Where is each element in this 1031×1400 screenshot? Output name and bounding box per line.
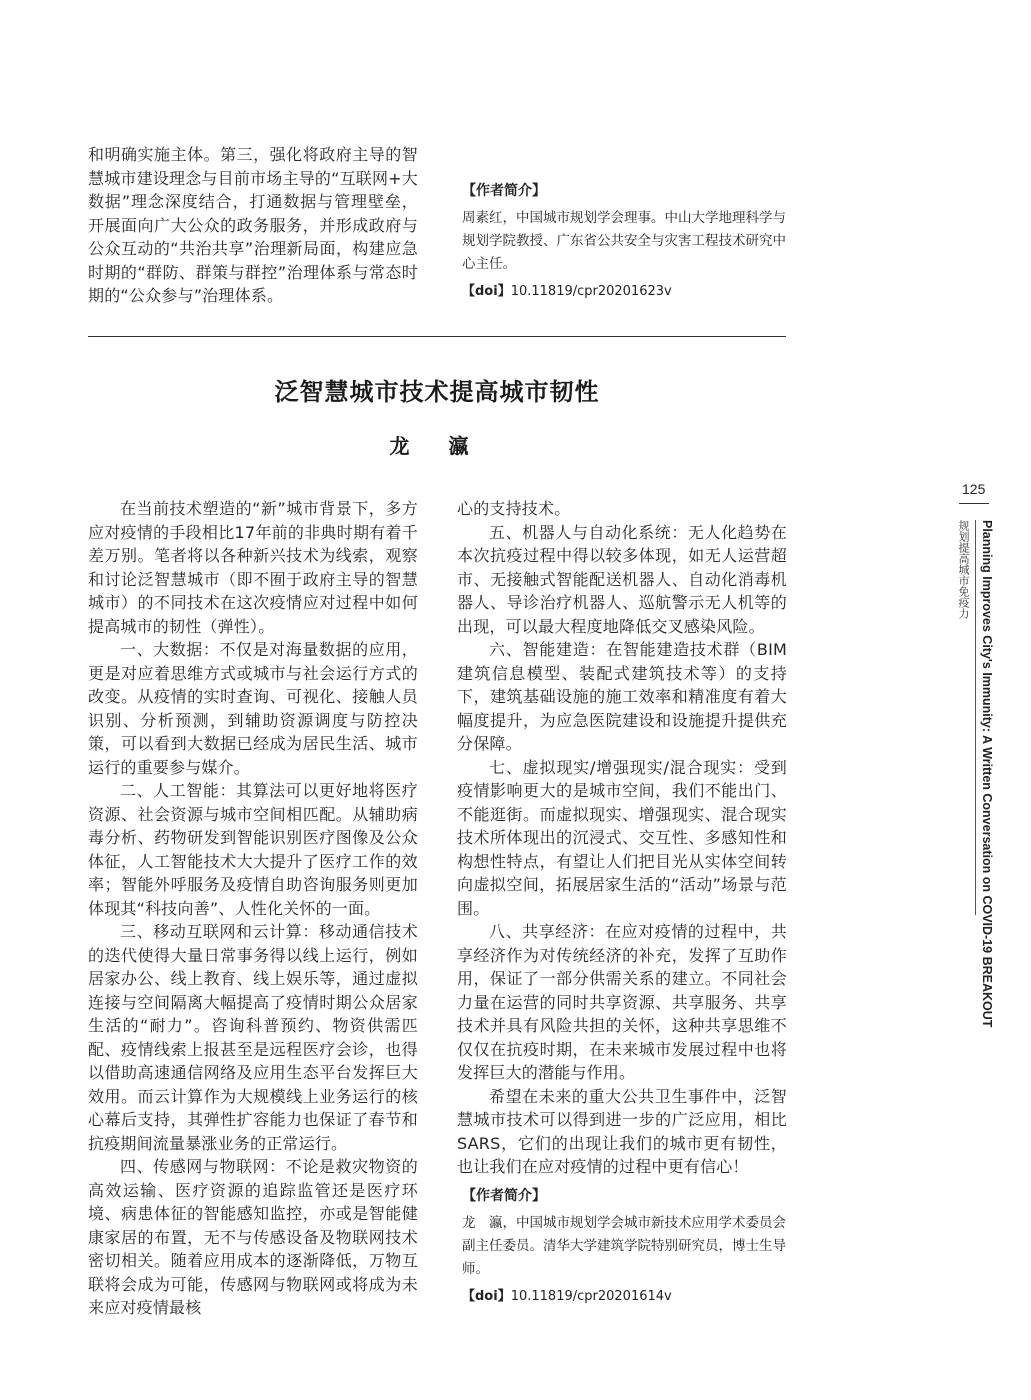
top-left-paragraph: 和明确实施主体。第三，强化将政府主导的智慧城市建设理念与目前市场主导的“互联网+大数据”理念深度结合，打通数据与管理壁垒，开展面向广大公众的政务服务，并形成政府与公众互动的“共治共享”治理新局面，构建应急时期的“群防、群策与群控”治理体系与常态时期的“公众参与”治理体系。 — [88, 145, 418, 305]
article-title: 泛智慧城市技术提高城市韧性 — [274, 378, 600, 406]
sidebar-vertical-rule — [975, 520, 976, 915]
doi-value: 10.11819/cpr20201623v — [510, 284, 672, 299]
sidebar-rule — [959, 503, 989, 504]
article-author: 龙 瀛 — [389, 434, 485, 458]
article-author-bio — [462, 1185, 792, 1308]
article-paragraph: 八、共享经济：在应对疫情的过程中，共享经济作为对传统经济的补充，发挥了互助作用，保证了一部分供需关系的建立。不同社会力量在运营的同时共享资源、共享服务、共享技术并具有风险共担的关怀，这种共享思维不仅仅在抗疫时期，在未来城市发展过程中也将发挥巨大的潜能与作用。 — [457, 922, 787, 1082]
bio-heading: 【作者简介】 — [462, 183, 546, 199]
article-right-column — [457, 497, 787, 1179]
doi-label: 【doi】 — [462, 284, 511, 299]
doi-label: 【doi】 — [462, 1289, 511, 1304]
sidebar-chinese-title: 规划提高城市免疫力 — [957, 520, 970, 619]
doi-line — [462, 1285, 792, 1308]
article-paragraph: 七、虚拟现实/增强现实/混合现实：受到疫情影响更大的是城市空间，我们不能出门、不能逛街。而虚拟现实、增强现实、混合现实技术所体现出的沉浸式、交互性、多感知性和构想性特点，有望让人们把目光从实体空间转向虚拟空间，拓展居家生活的“活动”场景与范围。 — [457, 757, 787, 918]
article-paragraph: 在当前技术塑造的“新”城市背景下，多方应对疫情的手段相比17年前的非典时期有着千差万别。笔者将以各种新兴技术为线索，观察和讨论泛智慧城市（即不囿于政府主导的智慧城市）的不同技术在这次疫情应对过程中如何提高城市的韧性（弹性）。 — [88, 499, 418, 636]
article-left-column — [88, 497, 418, 1320]
doi-line — [462, 280, 792, 303]
bio-text: 周素红，中国城市规划学会理事。中山大学地理科学与规划学院教授、广东省公共安全与灾害工程技术研究中心主任。 — [462, 210, 786, 272]
sidebar-english-title: Planning Improves City's Immunity: A Written Conversation on COVID-19 BREAKOUT — [980, 520, 994, 1028]
bio-text: 龙 瀛，中国城市规划学会城市新技术应用学术委员会副主任委员。清华大学建筑学院特别研究员，博士生导师。 — [462, 1215, 786, 1277]
bio-heading: 【作者简介】 — [462, 1188, 546, 1204]
article-paragraph: 四、传感网与物联网：不论是救灾物资的高效运输、医疗资源的追踪监管还是医疗环境、病患体征的智能感知监控，亦或是智能健康家居的布置，无不与传感设备及物联网技术密切相关。随着应用成本的逐渐降低，万物互联将会成为可能，传感网与物联网或将成为未来应对疫情最核 — [88, 1157, 418, 1317]
section-divider — [88, 336, 786, 337]
article-paragraph: 五、机器人与自动化系统：无人化趋势在本次抗疫过程中得以较多体现，如无人运营超市、无接触式智能配送机器人、自动化消毒机器人、导诊治疗机器人、巡航警示无人机等的出现，可以最大程度地降低交叉感染风险。 — [457, 522, 787, 636]
article-paragraph: 三、移动互联网和云计算：移动通信技术的迭代使得大量日常事务得以线上运行，例如居家办公、线上教育、线上娱乐等，通过虚拟连接与空间隔离大幅提高了疫情时期公众居家生活的“耐力”。咨询科普预约、物资供需匹配、疫情线索上报甚至是远程医疗会诊，也得以借助高速通信网络及应用生态平台发挥巨大效用。而云计算作为大规模线上业务运行的核心幕后支持，其弹性扩容能力也保证了春节和抗疫期间流量暴涨业务的正常运行。 — [88, 922, 418, 1153]
top-author-bio — [462, 180, 792, 303]
article-paragraph: 六、智能建造：在智能建造技术群（BIM建筑信息模型、装配式建筑技术等）的支持下，建筑基础设施的施工效率和精准度有着大幅度提升，为应急医院建设和设施提升提供充分保障。 — [457, 640, 787, 753]
article-paragraph: 一、大数据：不仅是对海量数据的应用，更是对应着思维方式或城市与社会运行方式的改变。从疫情的实时查询、可视化、接触人员识别、分析预测，到辅助资源调度与防控决策，可以看到大数据已经成为居民生活、城市运行的重要参与媒介。 — [88, 640, 418, 777]
top-left-text-column — [88, 143, 418, 308]
article-paragraph-continued: 心的支持技术。 — [457, 499, 571, 518]
article-paragraph: 希望在未来的重大公共卫生事件中，泛智慧城市技术可以得到进一步的广泛应用，相比SARS，它们的出现让我们的城市更有韧性，也让我们在应对疫情的过程中更有信心！ — [457, 1086, 787, 1176]
article-paragraph: 二、人工智能：其算法可以更好地将医疗资源、社会资源与城市空间相匹配。从辅助病毒分析、药物研发到智能识别医疗图像及公众体征，人工智能技术大大提升了医疗工作的效率；智能外呼服务及疫情自助咨询服务则更加体现其“科技向善”、人性化关怀的一面。 — [88, 781, 418, 918]
page-number: 125 — [962, 481, 986, 497]
doi-value: 10.11819/cpr20201614v — [510, 1289, 672, 1304]
